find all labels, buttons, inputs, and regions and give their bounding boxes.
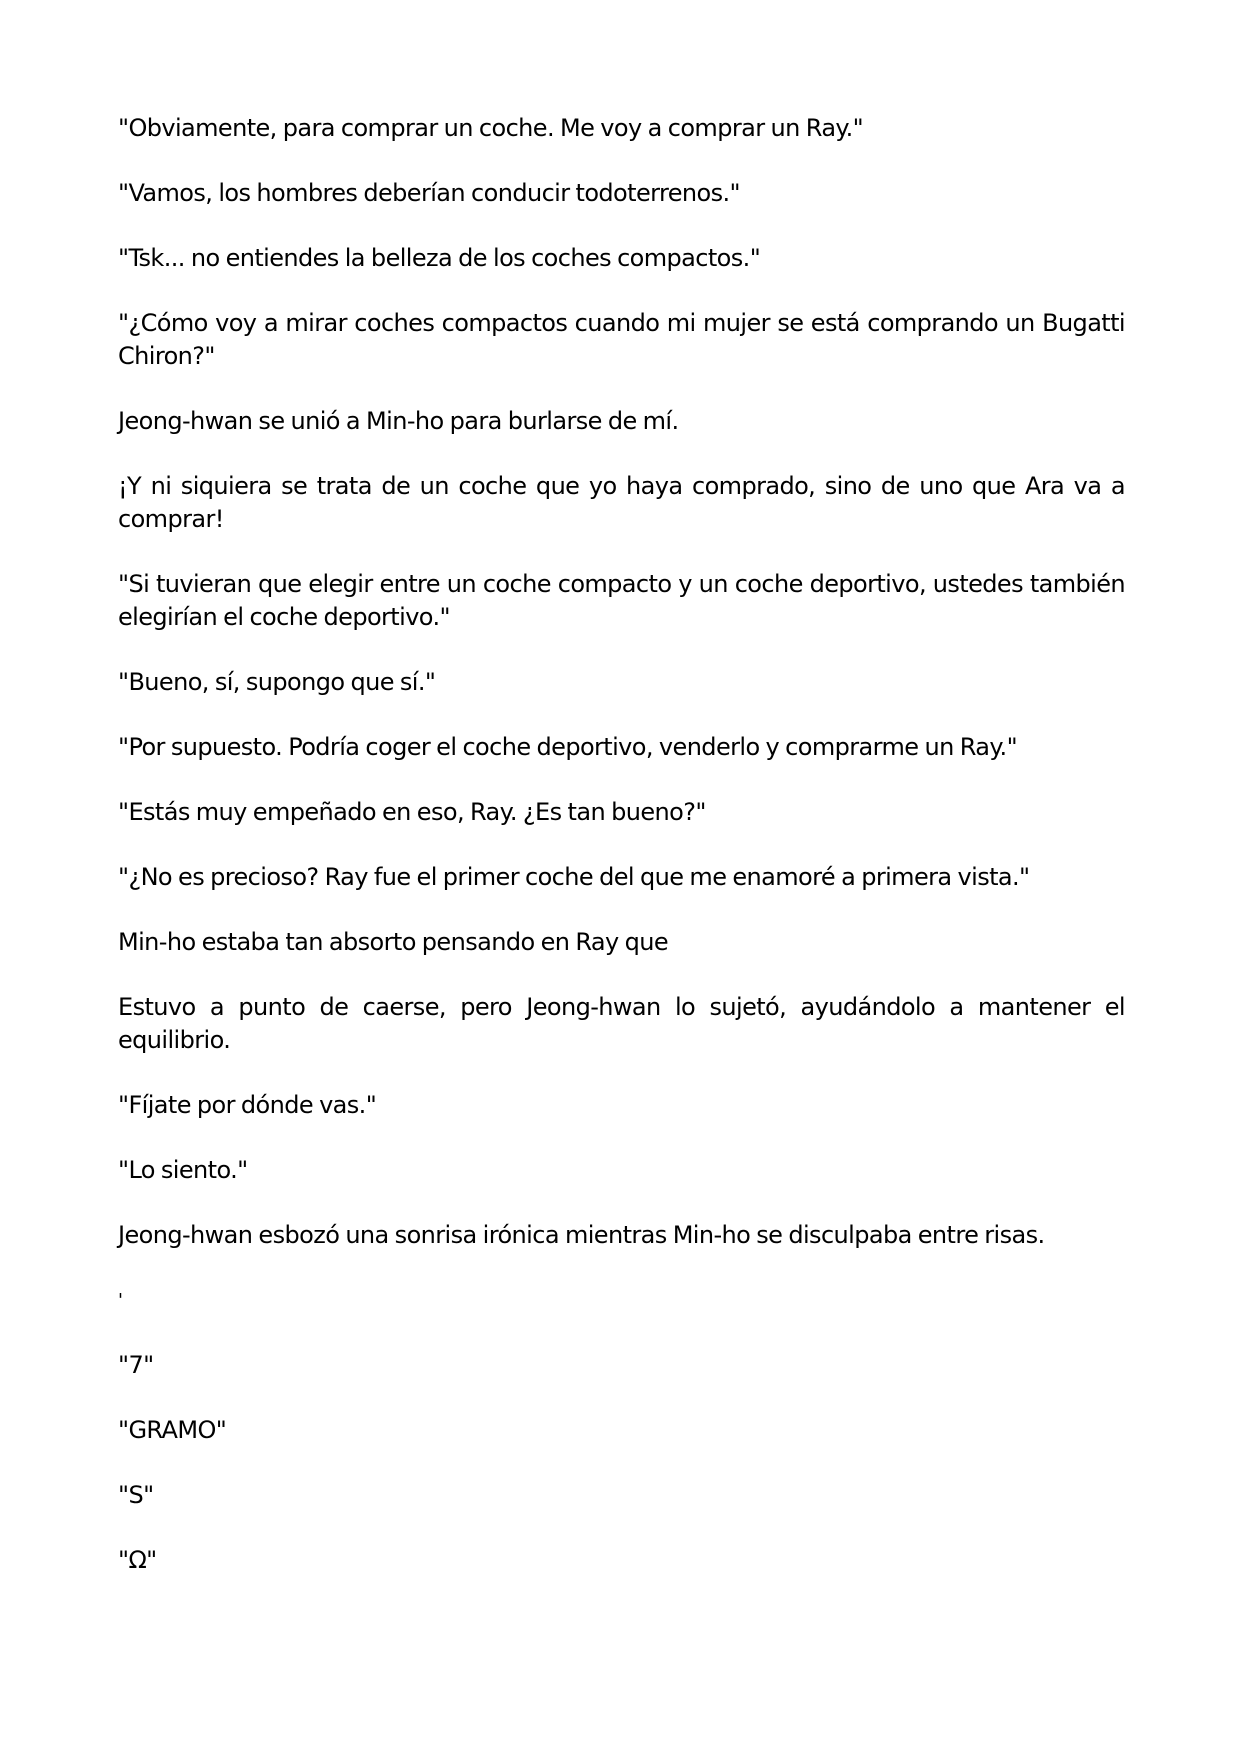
paragraph-14: "Fíjate por dónde vas." (118, 1091, 377, 1119)
paragraph-10: "Estás muy empeñado en eso, Ray. ¿Es tan bueno?" (118, 798, 706, 826)
paragraph-17: ' (118, 1290, 123, 1311)
paragraph-8: "Bueno, sí, supongo que sí." (118, 668, 436, 696)
paragraph-20: "S" (118, 1481, 154, 1509)
paragraph-13: Estuvo a punto de caerse, pero Jeong-hwan lo sujetó, ayudándolo a mantener el equilibrio. (118, 993, 1125, 1054)
paragraph-18: "7" (118, 1351, 154, 1379)
paragraph-4: "¿Cómo voy a mirar coches compactos cuando mi mujer se está comprando un Bugatti Chiron?" (118, 309, 1125, 370)
paragraph-2: "Vamos, los hombres deberían conducir todoterrenos." (118, 179, 740, 207)
paragraph-15: "Lo siento." (118, 1156, 248, 1184)
paragraph-16: Jeong-hwan esbozó una sonrisa irónica mientras Min-ho se disculpaba entre risas. (118, 1221, 1045, 1249)
paragraph-3: "Tsk... no entiendes la belleza de los coches compactos." (118, 244, 761, 272)
paragraph-12: Min-ho estaba tan absorto pensando en Ray que (118, 928, 669, 956)
paragraph-7: "Si tuvieran que elegir entre un coche compacto y un coche deportivo, ustedes también elegirían el coche deportivo." (118, 570, 1125, 631)
paragraph-19: "GRAMO" (118, 1416, 227, 1444)
paragraph-6: ¡Y ni siquiera se trata de un coche que yo haya comprado, sino de uno que Ara va a comprar! (118, 472, 1125, 533)
paragraph-11: "¿No es precioso? Ray fue el primer coche del que me enamoré a primera vista." (118, 863, 1030, 891)
paragraph-1: "Obviamente, para comprar un coche. Me voy a comprar un Ray." (118, 114, 864, 142)
paragraph-9: "Por supuesto. Podría coger el coche deportivo, venderlo y comprarme un Ray." (118, 733, 1018, 761)
paragraph-21: "Ω" (118, 1546, 157, 1574)
paragraph-5: Jeong-hwan se unió a Min-ho para burlarse de mí. (118, 407, 679, 435)
